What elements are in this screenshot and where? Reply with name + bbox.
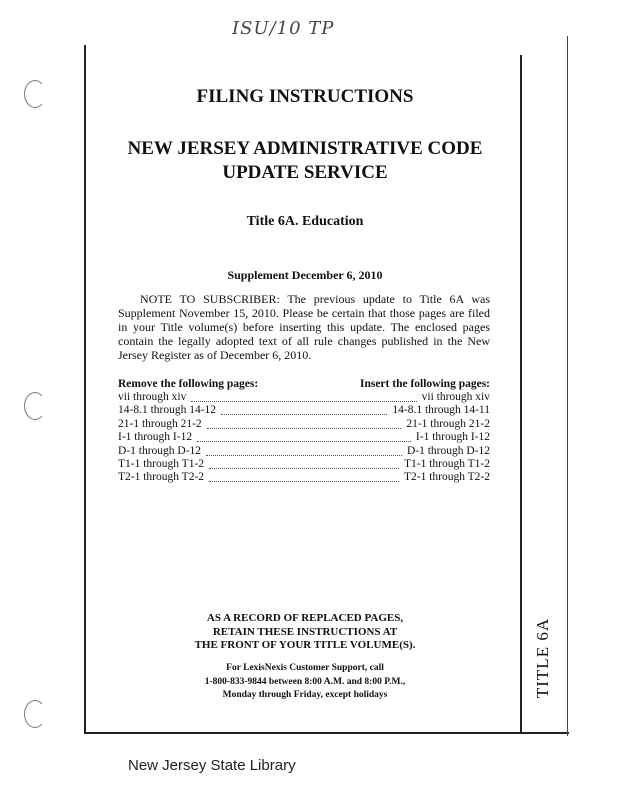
page-border-bottom [84, 732, 569, 734]
retain-line: RETAIN THESE INSTRUCTIONS AT [212, 625, 398, 638]
support-line: Monday through Friday, except holidays [222, 690, 388, 700]
retain-notice [100, 612, 510, 653]
retain-line: AS A RECORD OF REPLACED PAGES, [206, 612, 404, 624]
punch-hole [24, 700, 46, 728]
page-border-left [84, 45, 86, 733]
pages-table [118, 391, 490, 485]
tab-label: TITLE 6A [533, 617, 552, 699]
tab-divider [520, 55, 522, 732]
pages-table-header [118, 378, 490, 390]
support-line: 1-800-833-9844 between 8:00 A.M. and 8:00 P.M., [204, 676, 406, 687]
table-row [118, 445, 490, 458]
insert-pages: 21-1 through 21-2 [406, 417, 490, 430]
remove-pages: vii through xiv [118, 391, 187, 403]
library-stamp: New Jersey State Library [128, 757, 296, 774]
handwritten-annotation: ISU/10 TP [232, 18, 335, 39]
table-row [118, 471, 490, 484]
leader-dots [209, 458, 399, 469]
punch-hole [24, 392, 46, 420]
remove-pages: D-1 through D-12 [118, 444, 202, 457]
insert-header: Insert the following pages: [359, 378, 490, 390]
insert-pages: vii through xiv [421, 391, 490, 403]
insert-pages: T1-1 through T1-2 [403, 457, 490, 470]
table-row [118, 418, 490, 431]
table-row [118, 404, 490, 417]
supplement-date: Supplement December 6, 2010 [227, 268, 383, 282]
title-line: Title 6A. Education [246, 214, 364, 229]
leader-dots [191, 391, 416, 402]
remove-pages: T2-1 through T2-2 [118, 471, 205, 484]
insert-pages: D-1 through D-12 [406, 444, 490, 457]
leader-dots [209, 471, 399, 482]
customer-support [100, 662, 510, 703]
subscriber-note: NOTE TO SUBSCRIBER: The previous update to Title 6A was Supplement November 15, 2010. Please be certain that those pages are filed in your Title volume(s) before inserting this update. The enclosed pages contain the legally adopted text of all rule changes published in the New Jersey Register as of December 6, 2010. [118, 292, 490, 362]
insert-pages: 14-8.1 through 14-11 [392, 404, 490, 417]
retain-line: THE FRONT OF YOUR TITLE VOLUME(S). [194, 639, 416, 651]
page-subtitle: NEW JERSEY ADMINISTRATIVE CODE UPDATE SERVICE [127, 138, 483, 183]
table-row [118, 431, 490, 444]
tab-edge [567, 36, 568, 736]
leader-dots [197, 431, 411, 442]
leader-dots [207, 418, 402, 429]
page-title: FILING INSTRUCTIONS [196, 86, 414, 107]
remove-pages: 14-8.1 through 14-12 [118, 404, 217, 417]
table-row [118, 458, 490, 471]
leader-dots [221, 404, 387, 415]
leader-dots [206, 445, 402, 456]
remove-pages: 21-1 through 21-2 [118, 417, 202, 430]
punch-hole [24, 80, 46, 108]
support-line: For LexisNexis Customer Support, call [226, 663, 384, 673]
remove-pages: T1-1 through T1-2 [118, 457, 205, 470]
remove-pages: I-1 through I-12 [118, 431, 193, 444]
remove-header: Remove the following pages: [118, 378, 259, 390]
table-row [118, 391, 490, 404]
insert-pages: I-1 through I-12 [415, 431, 490, 444]
insert-pages: T2-1 through T2-2 [403, 471, 490, 484]
